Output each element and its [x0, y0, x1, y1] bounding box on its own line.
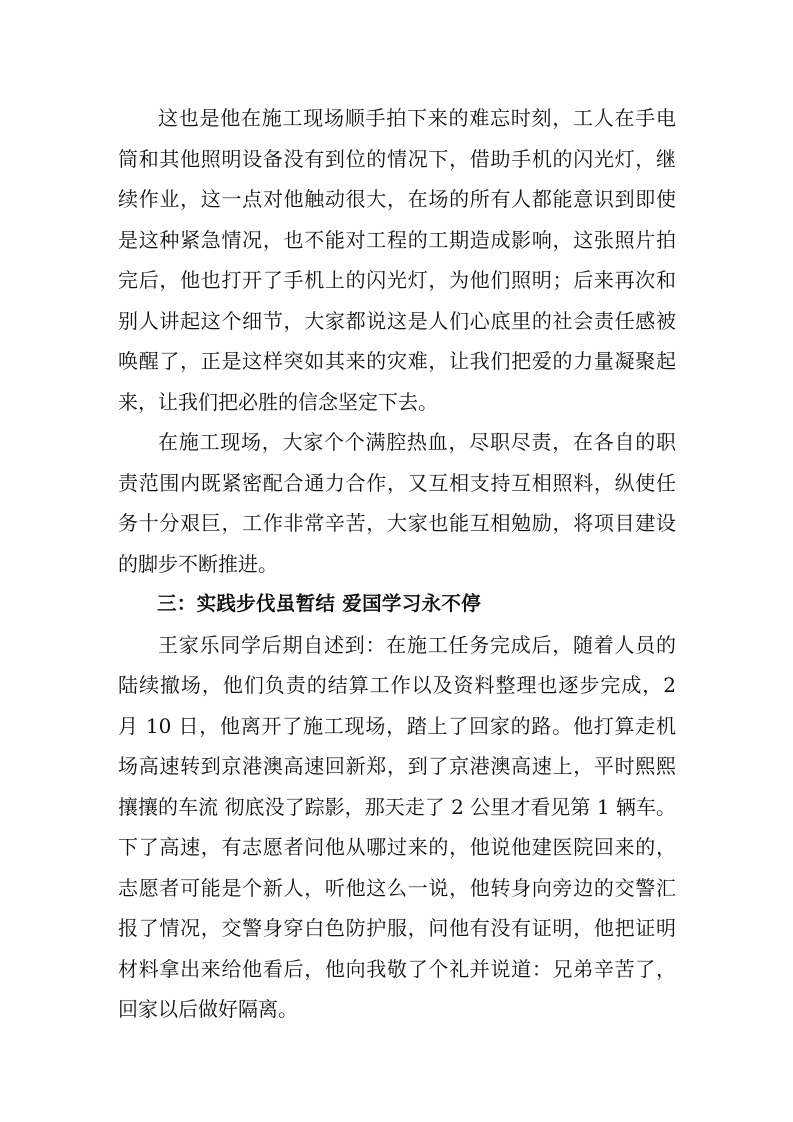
- paragraph-journey-home: 王家乐同学后期自述到：在施工任务完成后，随着人员的陆续撤场，他们负责的结算工作以及资料整理也逐步完成，2 月 10 日，他离开了施工现场，踏上了回家的路。他打算走机场高速转到京港澳高速回新郑，到了京港澳高速上，平时熙熙攘攘的车流 彻底没了踪影，那天走了 2 公里才看见第 1 辆车。下了高速，有志愿者问他从哪过来的，他说他建医院回来的，志愿者可能是个新人，听他这么一说，他转身向旁边的交警汇报了情况，交警身穿白色防护服，问他有没有证明，他把证明材料拿出来给他看后，他向我敬了个礼并说道：兄弟辛苦了，回家以后做好隔离。: [118, 632, 676, 1021]
- paragraph-construction-photo: 这也是他在施工现场顺手拍下来的难忘时刻，工人在手电筒和其他照明设备没有到位的情况下，借助手机的闪光灯，继续作业，这一点对他触动很大，在场的所有人都能意识到即使是这种紧急情况，也不能对工程的工期造成影响，这张照片拍完后，他也打开了手机上的闪光灯，为他们照明；后来再次和别人讲起这个细节，大家都说这是人们心底里的社会责任感被唤醒了，正是这样突如其来的灾难，让我们把爱的力量凝聚起来，让我们把必胜的信念坚定下去。: [118, 106, 676, 414]
- document-body: [118, 98, 676, 1030]
- section-heading: 三：实践步伐虽暂结 爱国学习永不停: [157, 592, 481, 615]
- paragraph-teamwork: 在施工现场，大家个个满腔热血，尽职尽责，在各自的职责范围内既紧密配合通力合作，又互相支持互相照料，纵使任务十分艰巨，工作非常辛苦，大家也能互相勉励，将项目建设的脚步不断推进。: [118, 430, 676, 576]
